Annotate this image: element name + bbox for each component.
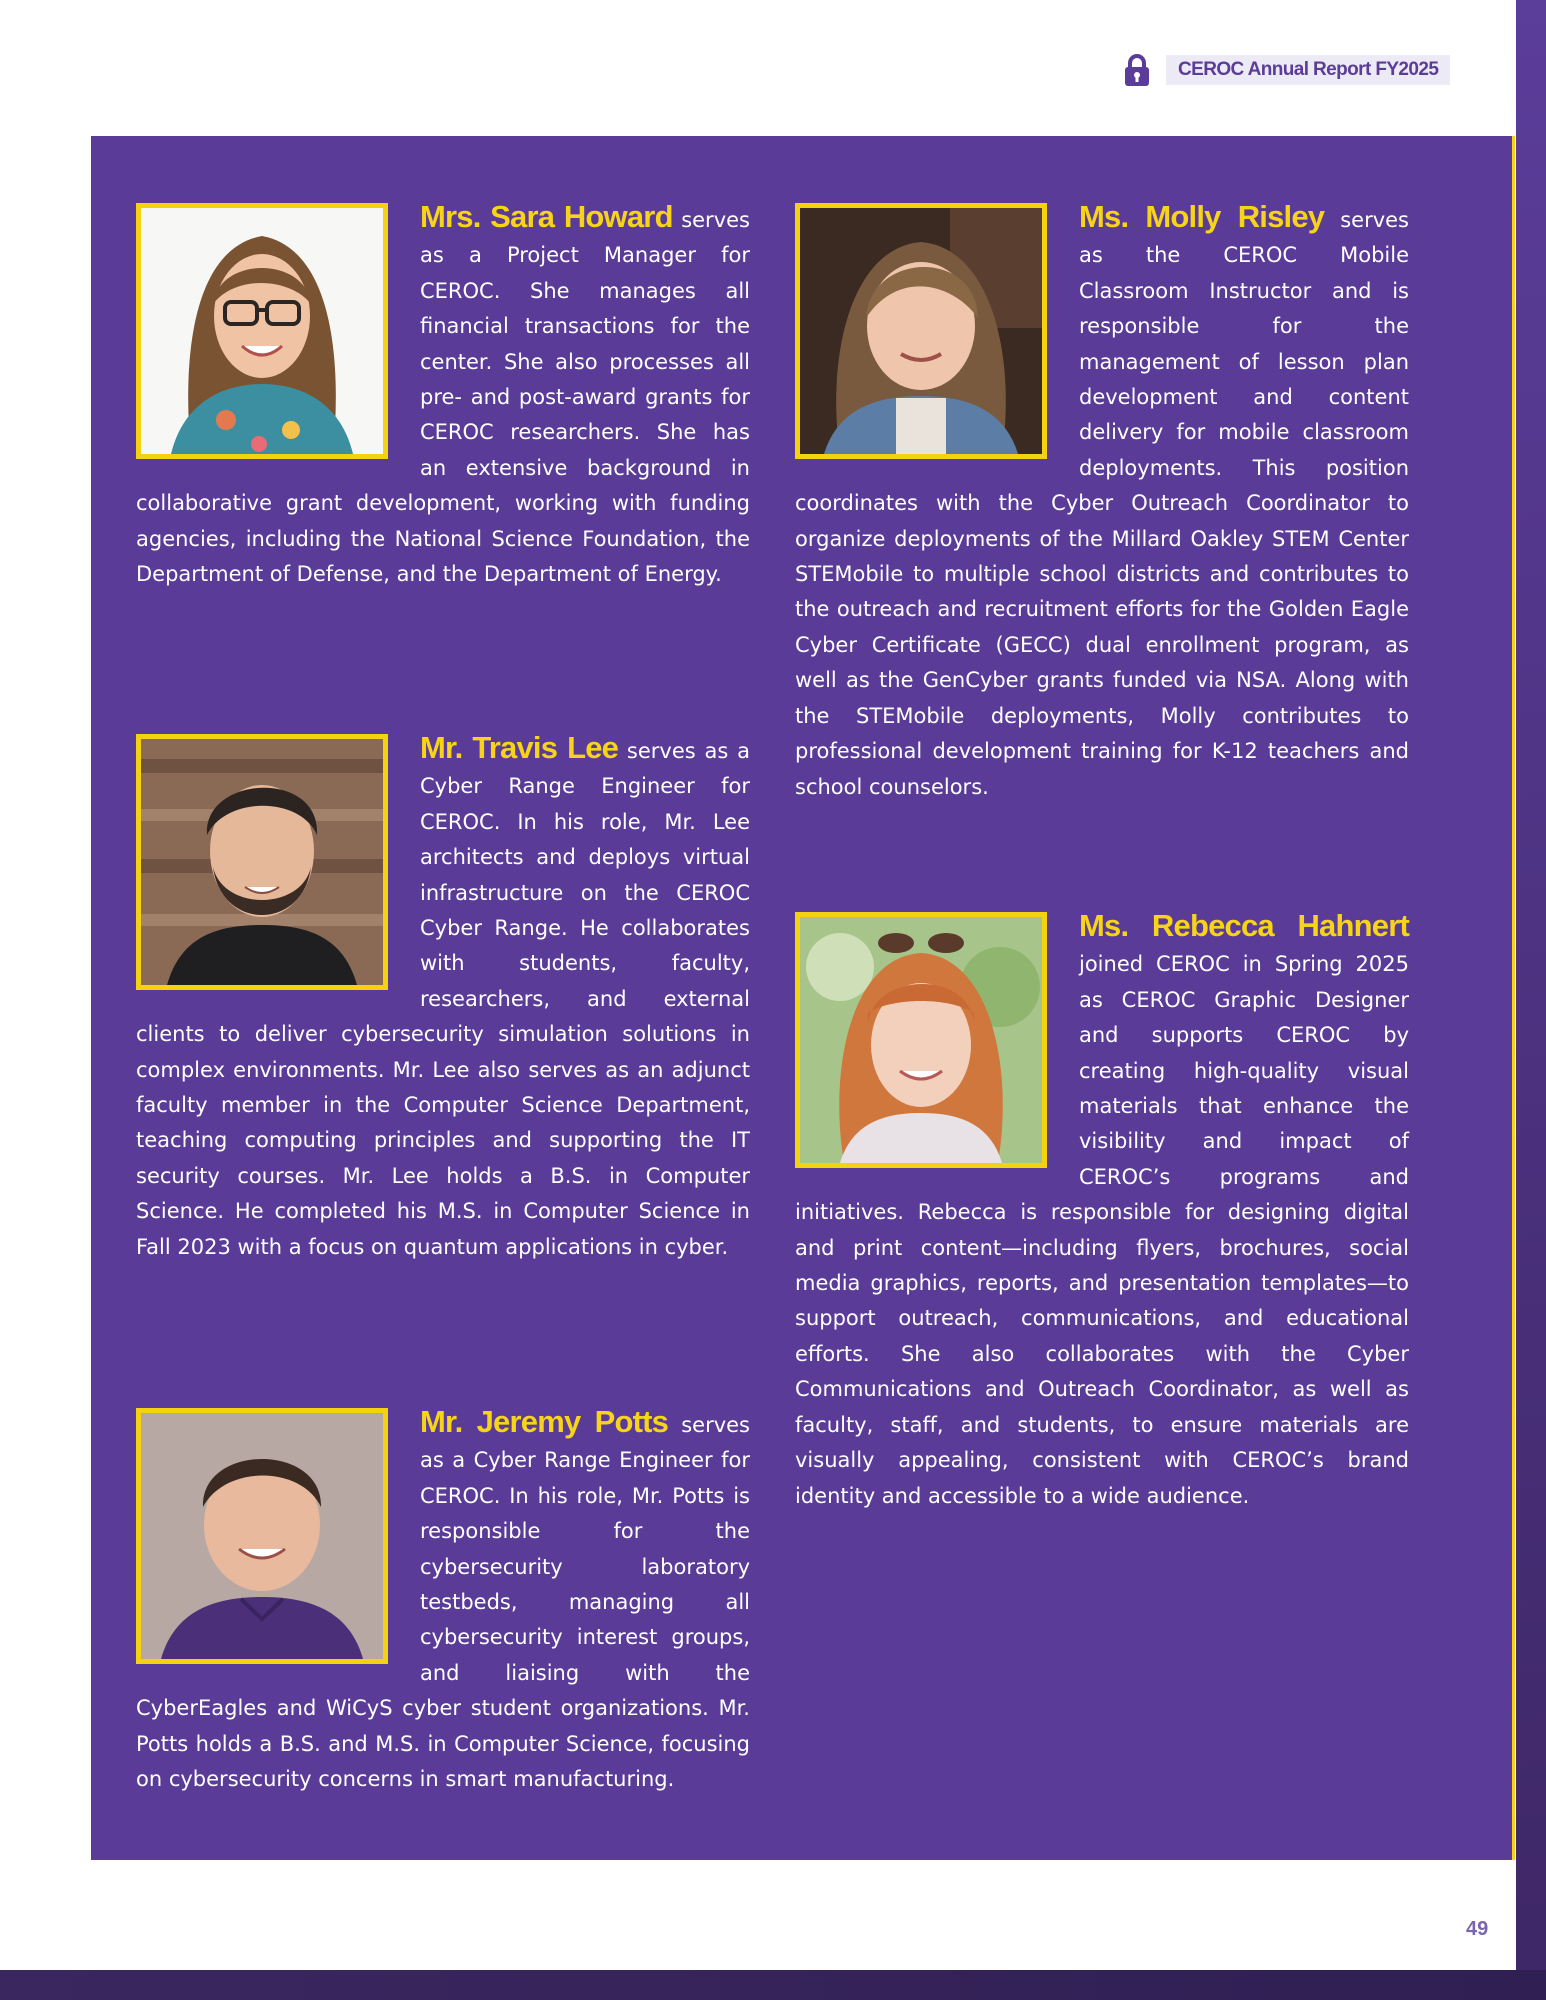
portrait-rebecca-hahnert [795, 912, 1047, 1168]
portrait-molly-risley [795, 203, 1047, 459]
name-sara-howard: Mrs. Sara Howard [420, 199, 673, 234]
profile-sara-howard [136, 199, 750, 592]
bottom-color-band [0, 1970, 1546, 2000]
profile-jeremy-potts [136, 1404, 750, 1797]
page-number: 49 [1466, 1918, 1489, 1940]
bio-molly-risley: serves as the CEROC Mobile Classroom Instructor and is responsible for the management of lesson plan development and content delivery for mobile classroom deployments. This position coordinates with the Cyber Outreach Coordinator to organize deployments of the Millard Oakley STEM Center STEMobile to multiple school districts and contributes to the outreach and recruitment efforts for the Golden Eagle Cyber Certificate (GECC) dual enrollment program, as well as the GenCyber grants funded via NSA. Along with the STEMobile deployments, Molly contributes to professional development training for K-12 teachers and school counselors. [795, 208, 1409, 799]
portrait-travis-lee [136, 734, 388, 990]
profile-molly-risley [795, 199, 1409, 805]
side-color-band [1516, 0, 1546, 2000]
profile-rebecca-hahnert [795, 908, 1409, 1514]
bio-rebecca-hahnert: joined CEROC in Spring 2025 as CEROC Graphic Designer and supports CEROC by creating high-quality visual materials that enhance the visibility and impact of CEROC’s programs and initiatives. Rebecca is responsible for designing digital and print content—including flyers, brochures, social media graphics, reports, and presentation templates—to support outreach, communications, and educational efforts. She also collaborates with the Cyber Communications and Outreach Coordinator, as well as faculty, staff, and students, to ensure materials are visually appealing, consistent with CEROC’s brand identity and accessible to a wide audience. [795, 952, 1409, 1508]
lock-icon [1120, 53, 1154, 87]
name-molly-risley: Ms. Molly Risley [1079, 199, 1325, 234]
bio-sara-howard: serves as a Project Manager for CEROC. She manages all financial transactions for the center. She also processes all pre- and post-award grants for CEROC researchers. She has an extensive background in collaborative grant development, working with funding agencies, including the National Science Foundation, the Department of Defense, and the Department of Energy. [136, 208, 750, 587]
profile-travis-lee [136, 730, 750, 1265]
report-title: CEROC Annual Report FY2025 [1166, 55, 1450, 85]
name-jeremy-potts: Mr. Jeremy Potts [420, 1404, 669, 1439]
report-header [1120, 52, 1450, 88]
bio-travis-lee: serves as a Cyber Range Engineer for CEROC. In his role, Mr. Lee architects and deploys virtual infrastructure on the CEROC Cyber Range. He collaborates with students, faculty, researchers, and external clients to deliver cybersecurity simulation solutions in complex environments. Mr. Lee also serves as an adjunct faculty member in the Computer Science Department, teaching computing principles and supporting the IT security courses. Mr. Lee holds a B.S. in Computer Science. He completed his M.S. in Computer Science in Fall 2023 with a focus on quantum applications in cyber. [136, 739, 750, 1259]
portrait-sara-howard [136, 203, 388, 459]
portrait-jeremy-potts [136, 1408, 388, 1664]
bio-jeremy-potts: serves as a Cyber Range Engineer for CEROC. In his role, Mr. Potts is responsible for the cybersecurity laboratory testbeds, managing all cybersecurity interest groups, and liaising with the CyberEagles and WiCyS cyber student organizations. Mr. Potts holds a B.S. and M.S. in Computer Science, focusing on cybersecurity concerns in smart manufacturing. [136, 1413, 750, 1792]
name-travis-lee: Mr. Travis Lee [420, 730, 619, 765]
name-rebecca-hahnert: Ms. Rebecca Hahnert [1079, 908, 1409, 943]
